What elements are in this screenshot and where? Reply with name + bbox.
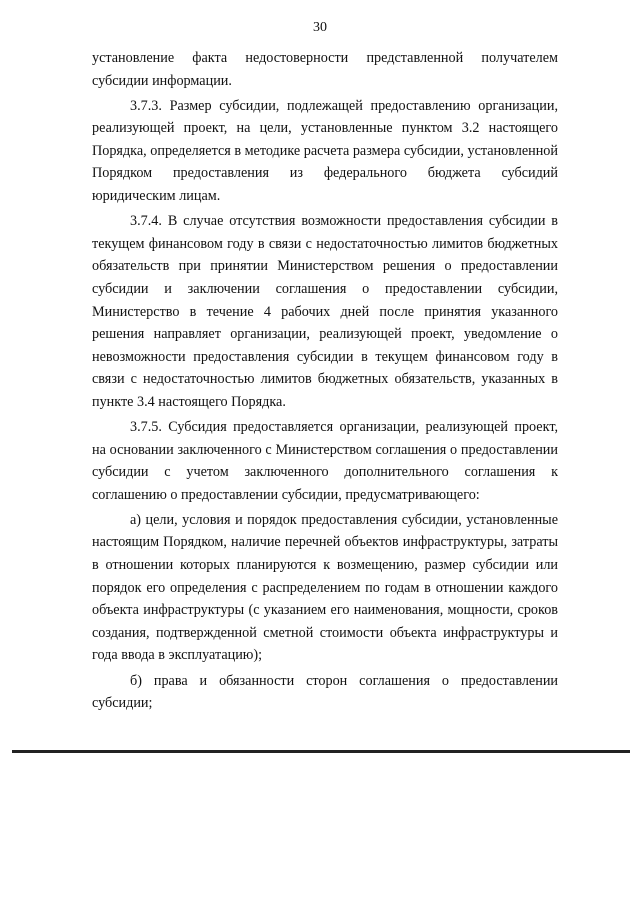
page-number: 30: [313, 20, 327, 35]
paragraph-3-7-4: 3.7.4. В случае отсутствия возможности предоставления субсидии в текущем финансовом году в связи с недостаточностью лимитов бюджетных обязательств при принятии Министерством решения о предоставлении субсидии и заключении соглашения о предоставлении субсидии, Министерство в течение 4 рабочих дней после принятия указанного решения направляет организации, реализующей проект, уведомление о невозможности предоставления субсидии в текущем финансовом году в связи с недостаточностью лимитов бюджетных обязательств, указанных в пункте 3.4 настоящего Порядка.: [92, 213, 558, 410]
paragraph-item-b: б) права и обязанности сторон соглашения о предоставлении субсидии;: [92, 672, 558, 712]
document-body: [92, 47, 558, 717]
paragraph-item-a: а) цели, условия и порядок предоставления субсидии, установленные настоящим Порядком, наличие перечней объектов инфраструктуры, затраты в отношении которых планируются к возмещению, размер субсидии или порядок его определения с распределением по годам в отношении каждого объекта инфраструктуры (с указанием его наименования, мощности, сроков создания, подтвержденной сметной стоимости объекта инфраструктуры и года ввода в эксплуатацию);: [92, 511, 558, 664]
paragraph-continuation: установление факта недостоверности представленной получателем субсидии информации.: [92, 50, 558, 89]
paragraph-3-7-5: 3.7.5. Субсидия предоставляется организации, реализующей проект, на основании заключенного с Министерством соглашения о предоставлении субсидии с учетом заключенного дополнительного соглашения к соглашению о предоставлении субсидии, предусматривающего:: [92, 419, 558, 503]
paragraph-3-7-3: 3.7.3. Размер субсидии, подлежащей предоставлению организации, реализующей проект, на цели, установленные пунктом 3.2 настоящего Порядка, определяется в методике расчета размера субсидии, установленной Порядком предоставления из федерального бюджета субсидий юридическим лицам.: [92, 97, 558, 205]
page-bottom-rule: [12, 750, 630, 753]
